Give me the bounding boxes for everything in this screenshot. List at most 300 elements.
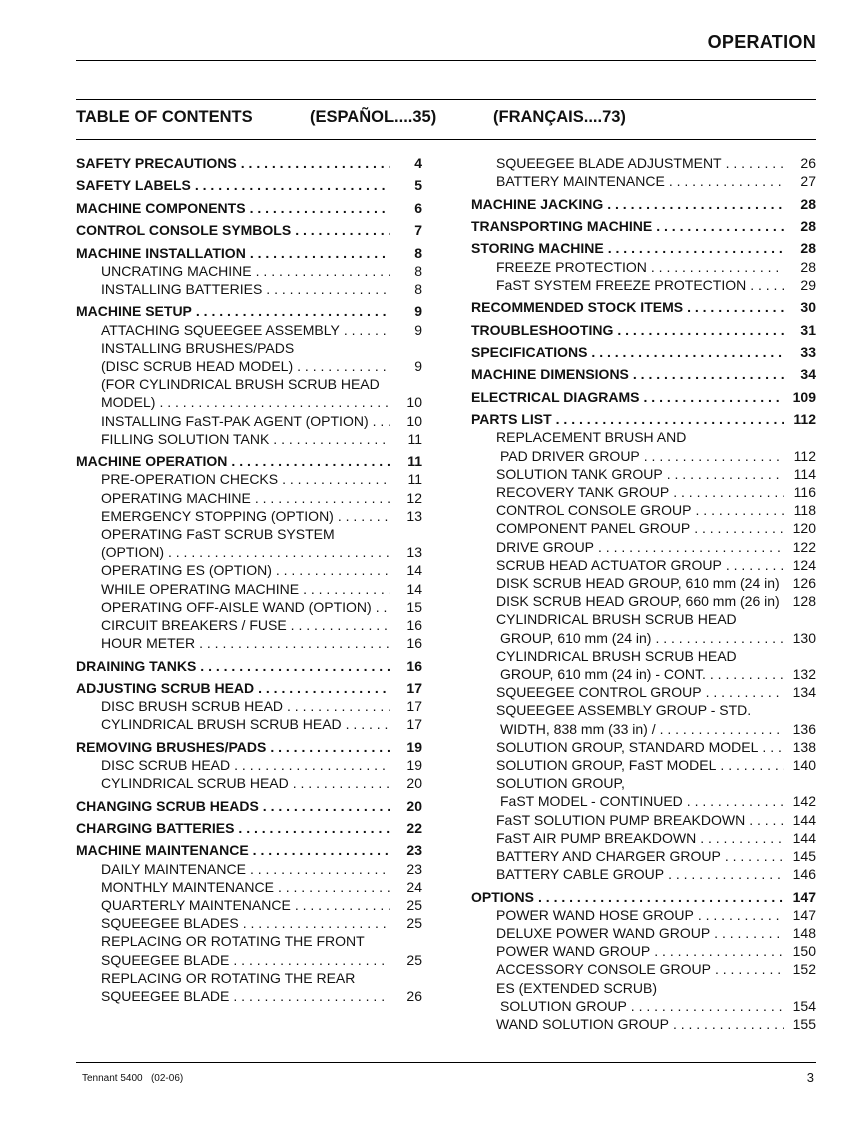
toc-page-number: 19 (406, 756, 422, 773)
dot-leader (238, 819, 390, 837)
toc-subsection-entry[interactable] (76, 715, 422, 733)
toc-subsection-entry[interactable] (76, 393, 422, 411)
toc-column-right (471, 154, 816, 1033)
footer-rule (76, 1062, 816, 1063)
toc-page-number: 134 (792, 684, 816, 701)
toc-page-number: 12 (406, 489, 422, 506)
toc-entry-title: REMOVING BRUSHES/PADS (76, 738, 267, 755)
dot-leader (651, 258, 784, 276)
toc-entry-title: MACHINE COMPONENTS (76, 199, 246, 216)
toc-page-number: 7 (414, 222, 422, 239)
toc-subsection-entry[interactable] (471, 756, 816, 774)
dot-leader (644, 447, 784, 465)
toc-page-number: 144 (792, 811, 816, 828)
toc-entry-title: TROUBLESHOOTING (471, 321, 614, 338)
toc-continuation-line: CYLINDRICAL BRUSH SCRUB HEAD (496, 647, 737, 664)
toc-page-number: 15 (406, 598, 422, 615)
toc-page-number: 122 (792, 538, 816, 555)
toc-entry-title: (DISC SCRUB HEAD MODEL) (101, 357, 294, 374)
toc-subsection-entry[interactable] (76, 951, 422, 969)
dot-leader (255, 489, 390, 507)
toc-entry-title: ADJUSTING SCRUB HEAD (76, 679, 255, 696)
toc-continuation-line: REPLACING OR ROTATING THE FRONT (101, 933, 365, 950)
toc-entry-title: DISK SCRUB HEAD GROUP, 660 mm (26 in) (496, 593, 780, 610)
dot-leader (608, 239, 784, 257)
toc-entry-title: CHANGING SCRUB HEADS (76, 797, 259, 814)
toc-page-number: 20 (406, 775, 422, 792)
toc-page-number: 25 (406, 951, 422, 968)
toc-section-entry[interactable] (471, 217, 816, 235)
toc-entry-title: SOLUTION GROUP (500, 997, 627, 1014)
toc-page-number: 154 (792, 997, 816, 1014)
dot-leader (199, 634, 390, 652)
toc-page-number: 11 (407, 430, 422, 447)
toc-section-entry[interactable] (76, 221, 422, 239)
toc-section-entry[interactable] (76, 176, 422, 194)
dot-leader (273, 430, 390, 448)
dot-leader (715, 960, 784, 978)
toc-subsection-entry[interactable] (471, 960, 816, 978)
dot-leader (696, 501, 784, 519)
dot-leader (287, 697, 390, 715)
dot-leader (726, 154, 784, 172)
toc-entry-title: FaST SOLUTION PUMP BREAKDOWN (496, 811, 746, 828)
toc-subsection-entry[interactable] (471, 738, 816, 756)
toc-continuation-line: SOLUTION GROUP, (496, 775, 625, 792)
dot-leader (607, 195, 784, 213)
toc-subsection-entry[interactable] (76, 774, 422, 792)
toc-page-number: 14 (406, 562, 422, 579)
toc-subsection-entry[interactable] (76, 878, 422, 896)
toc-subsection-entry[interactable] (471, 924, 816, 942)
toc-page-number: 6 (414, 199, 422, 216)
toc-page-number: 120 (792, 520, 816, 537)
toc-subsection-entry[interactable] (76, 896, 422, 914)
toc-subsection-entry[interactable] (471, 483, 816, 501)
toc-page-number: 28 (800, 240, 816, 257)
toc-subsection-entry[interactable] (471, 501, 816, 519)
toc-entry-title: SAFETY LABELS (76, 177, 191, 194)
dot-leader (725, 847, 784, 865)
dot-leader (633, 365, 784, 383)
dot-leader (556, 410, 784, 428)
toc-entry-title: STORING MACHINE (471, 240, 604, 257)
toc-section-entry[interactable] (76, 244, 422, 262)
dot-leader (295, 896, 390, 914)
dot-leader (669, 172, 784, 190)
toc-subsection-entry[interactable] (471, 665, 816, 683)
toc-entry-title: BATTERY CABLE GROUP (496, 866, 665, 883)
toc-entry-title: SOLUTION TANK GROUP (496, 465, 663, 482)
dot-leader (706, 683, 784, 701)
toc-page-number: 33 (800, 343, 816, 360)
toc-entry-title: FaST MODEL - CONTINUED (500, 793, 683, 810)
toc-entry-title: BATTERY MAINTENANCE (496, 173, 665, 190)
toc-entry-title: SPECIFICATIONS (471, 343, 588, 360)
toc-page-number: 17 (406, 716, 422, 733)
dot-leader (714, 924, 784, 942)
toc-subsection-entry[interactable] (471, 592, 816, 610)
toc-entry-title: PAD DRIVER GROUP (500, 447, 640, 464)
toc-subsection-entry[interactable] (471, 276, 816, 294)
dot-leader (253, 841, 390, 859)
toc-section-entry[interactable] (471, 410, 816, 428)
dot-leader (373, 412, 390, 430)
toc-entry-title: MACHINE JACKING (471, 195, 604, 212)
toc-page-number: 147 (792, 888, 816, 905)
toc-subsection-entry[interactable] (76, 634, 422, 652)
dot-leader (694, 519, 784, 537)
toc-subsection-entry[interactable] (76, 987, 422, 1005)
toc-page-number: 11 (407, 471, 422, 488)
toc-page-number: 13 (406, 507, 422, 524)
toc-entry-title: CONTROL CONSOLE GROUP (496, 502, 692, 519)
toc-page-number: 13 (406, 544, 422, 561)
dot-leader (250, 244, 390, 262)
toc-page-number: 16 (406, 657, 422, 674)
toc-espanol-link[interactable]: (ESPAÑOL....35) (310, 108, 437, 126)
toc-entry-title: MACHINE MAINTENANCE (76, 842, 249, 859)
toc-page-number: 130 (792, 629, 816, 646)
toc-page-number: 150 (792, 943, 816, 960)
dot-leader (303, 580, 390, 598)
toc-entry-title: ELECTRICAL DIAGRAMS (471, 388, 640, 405)
toc-subsection-entry[interactable] (471, 847, 816, 865)
footer-model (82, 1073, 183, 1084)
toc-section-entry[interactable] (76, 819, 422, 837)
toc-subsection-entry[interactable] (471, 811, 816, 829)
dot-leader (250, 199, 390, 217)
toc-entry-title: HOUR METER (101, 635, 196, 652)
toc-entry-title: SQUEEGEE BLADE (101, 951, 230, 968)
dot-leader (291, 616, 390, 634)
toc-subsection-entry[interactable] (471, 574, 816, 592)
toc-subsection-entry[interactable] (471, 538, 816, 556)
toc-page-number: 132 (792, 665, 816, 682)
toc-page-number: 145 (792, 848, 816, 864)
toc-subsection-entry[interactable] (76, 412, 422, 430)
toc-section-entry[interactable] (76, 679, 422, 697)
toc-section-entry[interactable] (76, 302, 422, 320)
dot-leader (656, 217, 784, 235)
toc-subsection-entry[interactable] (471, 997, 816, 1015)
dot-leader (700, 829, 784, 847)
toc-subsection-entry[interactable] (76, 616, 422, 634)
toc-continuation-line: OPERATING FaST SCRUB SYSTEM (101, 525, 335, 542)
toc-page-number: 22 (406, 819, 422, 836)
toc-entry-title: OPERATING OFF-AISLE WAND (OPTION) (101, 598, 372, 615)
toc-section-entry[interactable] (76, 199, 422, 217)
dot-leader (276, 561, 390, 579)
toc-page-number: 146 (792, 866, 816, 883)
toc-entry-title: PRE-OPERATION CHECKS (101, 471, 279, 488)
dot-leader (270, 738, 390, 756)
dot-leader (241, 154, 390, 172)
toc-section-entry[interactable] (471, 365, 816, 383)
toc-entry-title: DRAINING TANKS (76, 657, 197, 674)
toc-title: TABLE OF CONTENTS (76, 108, 253, 126)
toc-page-number: 116 (793, 483, 816, 500)
toc-section-entry[interactable] (76, 797, 422, 815)
toc-entry-title: SCRUB HEAD ACTUATOR GROUP (496, 556, 722, 573)
toc-continuation-line: REPLACING OR ROTATING THE REAR (101, 969, 356, 986)
dot-leader (295, 221, 390, 239)
toc-page-number: 109 (792, 388, 816, 405)
toc-entry-title: SQUEEGEE BLADES (101, 915, 239, 932)
dot-leader (726, 556, 784, 574)
toc-entry-title: SQUEEGEE CONTROL GROUP (496, 684, 702, 701)
toc-continuation-line: INSTALLING BRUSHES/PADS (101, 339, 295, 356)
toc-subsection-entry[interactable] (471, 906, 816, 924)
toc-page-number: 9 (414, 321, 422, 338)
toc-entry-title: DISC BRUSH SCRUB HEAD (101, 698, 284, 715)
toc-subsection-entry[interactable] (471, 556, 816, 574)
toc-page-number: 10 (406, 394, 422, 411)
toc-page-number: 5 (414, 177, 422, 194)
toc-page-number: 9 (414, 303, 422, 320)
dot-leader (159, 393, 390, 411)
toc-section-entry[interactable] (471, 239, 816, 257)
toc-francais-link[interactable]: (FRANÇAIS....73) (493, 108, 626, 126)
toc-page-number: 17 (406, 679, 422, 696)
toc-entry-title: OPERATING MACHINE (101, 489, 251, 506)
dot-leader (263, 797, 390, 815)
toc-entry-title: SOLUTION GROUP, STANDARD MODEL (496, 738, 759, 755)
toc-page-number: 4 (414, 155, 422, 171)
toc-entry-title: CYLINDRICAL BRUSH SCRUB HEAD (101, 716, 342, 733)
toc-page-number: 128 (792, 593, 816, 610)
toc-entry-title: CONTROL CONSOLE SYMBOLS (76, 222, 292, 239)
toc-subsection-entry[interactable] (76, 756, 422, 774)
dot-leader (278, 878, 390, 896)
toc-page-number: 30 (800, 299, 816, 316)
toc-page-number: 28 (800, 258, 816, 275)
toc-page-number: 136 (792, 720, 816, 737)
toc-section-entry[interactable] (471, 298, 816, 316)
dot-leader (644, 388, 784, 406)
toc-subsection-entry[interactable] (471, 829, 816, 847)
toc-subsection-entry[interactable] (471, 172, 816, 190)
toc-entry-title: FaST AIR PUMP BREAKDOWN (496, 829, 697, 846)
toc-section-entry[interactable] (471, 195, 816, 213)
toc-page-number: 138 (792, 738, 816, 755)
toc-subsection-entry[interactable] (76, 357, 422, 375)
toc-subsection-entry[interactable] (471, 519, 816, 537)
toc-entry-title: MONTHLY MAINTENANCE (101, 878, 274, 895)
dot-leader (297, 357, 390, 375)
toc-page-number: 14 (406, 580, 422, 597)
toc-page-number: 148 (792, 925, 816, 941)
toc-page-number: 17 (406, 698, 422, 715)
toc-page-number: 24 (406, 878, 422, 895)
dot-leader (256, 262, 390, 280)
toc-entry-title: COMPONENT PANEL GROUP (496, 520, 691, 537)
toc-continuation-line: REPLACEMENT BRUSH AND (496, 429, 687, 446)
toc-subsection-entry[interactable] (76, 262, 422, 280)
toc-entry-title: DELUXE POWER WAND GROUP (496, 925, 711, 941)
toc-page-number: 114 (793, 465, 816, 482)
dot-leader (243, 914, 390, 932)
toc-page-number: 140 (792, 756, 816, 773)
toc-page-number: 25 (406, 896, 422, 913)
toc-entry-title: QUARTERLY MAINTENANCE (101, 896, 291, 913)
toc-entry-title: GROUP, 610 mm (24 in) - CONT. (500, 665, 706, 682)
toc-subsection-entry[interactable] (76, 914, 422, 932)
toc-entry-title: SAFETY PRECAUTIONS (76, 155, 237, 171)
toc-entry-title: MACHINE SETUP (76, 303, 192, 320)
toc-bottom-rule (76, 139, 816, 140)
toc-page-number: 147 (792, 906, 816, 923)
toc-entry-title: POWER WAND GROUP (496, 943, 651, 960)
toc-section-entry[interactable] (76, 154, 422, 172)
toc-entry-title: DAILY MAINTENANCE (101, 860, 246, 877)
dot-leader (376, 598, 390, 616)
dot-leader (266, 280, 390, 298)
toc-subsection-entry[interactable] (471, 865, 816, 883)
toc-subsection-entry[interactable] (471, 683, 816, 701)
dot-leader (195, 176, 390, 194)
dot-leader (667, 465, 784, 483)
toc-subsection-entry[interactable] (76, 598, 422, 616)
toc-subsection-entry[interactable] (76, 280, 422, 298)
toc-section-entry[interactable] (76, 738, 422, 756)
toc-entry-title: UNCRATING MACHINE (101, 262, 252, 279)
dot-leader (750, 276, 784, 294)
dot-leader (687, 298, 784, 316)
toc-subsection-entry[interactable] (471, 1015, 816, 1033)
toc-subsection-entry[interactable] (471, 942, 816, 960)
toc-entry-title: GROUP, 610 mm (24 in) (500, 629, 652, 646)
toc-page-number: 8 (414, 244, 422, 261)
toc-section-entry[interactable] (76, 452, 422, 470)
dot-leader (293, 774, 390, 792)
toc-subsection-entry[interactable] (471, 792, 816, 810)
toc-continuation-line: SQUEEGEE ASSEMBLY GROUP - STD. (496, 702, 752, 719)
dot-leader (338, 507, 390, 525)
toc-section-entry[interactable] (471, 343, 816, 361)
toc-entry-title: CYLINDRICAL SCRUB HEAD (101, 775, 289, 792)
toc-entry-title: EMERGENCY STOPPING (OPTION) (101, 507, 334, 524)
toc-page-number: 23 (406, 842, 422, 859)
toc-entry-title: OPTIONS (471, 888, 535, 905)
toc-entry-title: MACHINE OPERATION (76, 453, 228, 470)
dot-leader (233, 951, 390, 969)
toc-entry-title: FILLING SOLUTION TANK (101, 430, 270, 447)
dot-leader (673, 1015, 784, 1033)
toc-page-number: 26 (406, 987, 422, 1004)
dot-leader (598, 538, 784, 556)
toc-page-number: 9 (414, 357, 422, 374)
toc-entry-title: MACHINE INSTALLATION (76, 244, 246, 261)
toc-entry-title: CHARGING BATTERIES (76, 819, 235, 836)
toc-entry-title: PARTS LIST (471, 411, 552, 428)
toc-page-number: 144 (792, 829, 816, 846)
toc-subsection-entry[interactable] (76, 561, 422, 579)
toc-page-number: 28 (800, 195, 816, 212)
toc-subsection-entry[interactable] (76, 507, 422, 525)
toc-column-left (76, 154, 422, 1005)
toc-continuation-line: CYLINDRICAL BRUSH SCRUB HEAD (496, 611, 737, 628)
toc-subsection-entry[interactable] (76, 697, 422, 715)
toc-section-entry[interactable] (471, 321, 816, 339)
toc-continuation-line: ES (EXTENDED SCRUB) (496, 979, 658, 996)
toc-entry-title: RECOVERY TANK GROUP (496, 483, 670, 500)
toc-entry-title: BATTERY AND CHARGER GROUP (496, 848, 721, 864)
dot-leader (168, 543, 390, 561)
dot-leader (233, 987, 390, 1005)
toc-subsection-entry[interactable] (471, 447, 816, 465)
toc-section-entry[interactable] (471, 388, 816, 406)
section-title: OPERATION (707, 32, 816, 52)
toc-section-entry[interactable] (471, 888, 816, 906)
dot-leader (258, 679, 390, 697)
dot-leader (346, 715, 390, 733)
toc-page-number: 29 (800, 276, 816, 293)
toc-subsection-entry[interactable] (471, 720, 816, 738)
toc-subsection-entry[interactable] (76, 430, 422, 448)
dot-leader (196, 302, 390, 320)
toc-entry-title: OPERATING ES (OPTION) (101, 562, 272, 579)
toc-subsection-entry[interactable] (76, 860, 422, 878)
toc-page-number: 28 (800, 217, 816, 234)
dot-leader (654, 942, 784, 960)
toc-subsection-entry[interactable] (471, 258, 816, 276)
toc-entry-title: DRIVE GROUP (496, 538, 595, 555)
toc-entry-title: WAND SOLUTION GROUP (496, 1016, 669, 1033)
dot-leader (538, 888, 784, 906)
dot-leader (673, 483, 784, 501)
toc-subsection-entry[interactable] (76, 489, 422, 507)
toc-subsection-entry[interactable] (76, 321, 422, 339)
toc-page-number: 8 (414, 280, 422, 297)
toc-page-number: 8 (414, 262, 422, 279)
toc-subsection-entry[interactable] (76, 580, 422, 598)
toc-subsection-entry[interactable] (76, 543, 422, 561)
toc-subsection-entry[interactable] (76, 470, 422, 488)
toc-entry-title: SQUEEGEE BLADE ADJUSTMENT (496, 155, 722, 171)
dot-leader (250, 860, 390, 878)
toc-page-number: 26 (800, 155, 816, 171)
footer-model-name: Tennant 5400 (82, 1073, 143, 1084)
toc-page-number: 11 (407, 453, 422, 470)
toc-page-number: 142 (792, 793, 816, 810)
toc-page-number: 16 (406, 635, 422, 652)
toc-subsection-entry[interactable] (471, 154, 816, 172)
dot-leader (660, 720, 784, 738)
page-number: 3 (806, 1070, 814, 1085)
toc-entry-title: INSTALLING FaST-PAK AGENT (OPTION) (101, 412, 369, 429)
toc-page-number: 152 (792, 961, 816, 978)
toc-entry-title: MODEL) (101, 394, 156, 411)
toc-entry-title: MACHINE DIMENSIONS (471, 366, 629, 383)
toc-section-entry[interactable] (76, 657, 422, 675)
footer-date: (02-06) (150, 1073, 184, 1084)
toc-page-number: 112 (793, 447, 816, 464)
toc-page-number: 126 (792, 574, 816, 591)
toc-section-entry[interactable] (76, 841, 422, 859)
dot-leader (668, 865, 784, 883)
toc-continuation-line: (FOR CYLINDRICAL BRUSH SCRUB HEAD (101, 376, 380, 393)
toc-subsection-entry[interactable] (471, 629, 816, 647)
dot-leader (762, 738, 784, 756)
toc-page-number: 112 (793, 411, 816, 428)
toc-subsection-entry[interactable] (471, 465, 816, 483)
dot-leader (631, 997, 784, 1015)
toc-entry-title: FREEZE PROTECTION (496, 258, 647, 275)
toc-entry-title: WHILE OPERATING MACHINE (101, 580, 300, 597)
toc-page-number: 155 (792, 1016, 816, 1033)
toc-page-number: 31 (800, 321, 816, 338)
